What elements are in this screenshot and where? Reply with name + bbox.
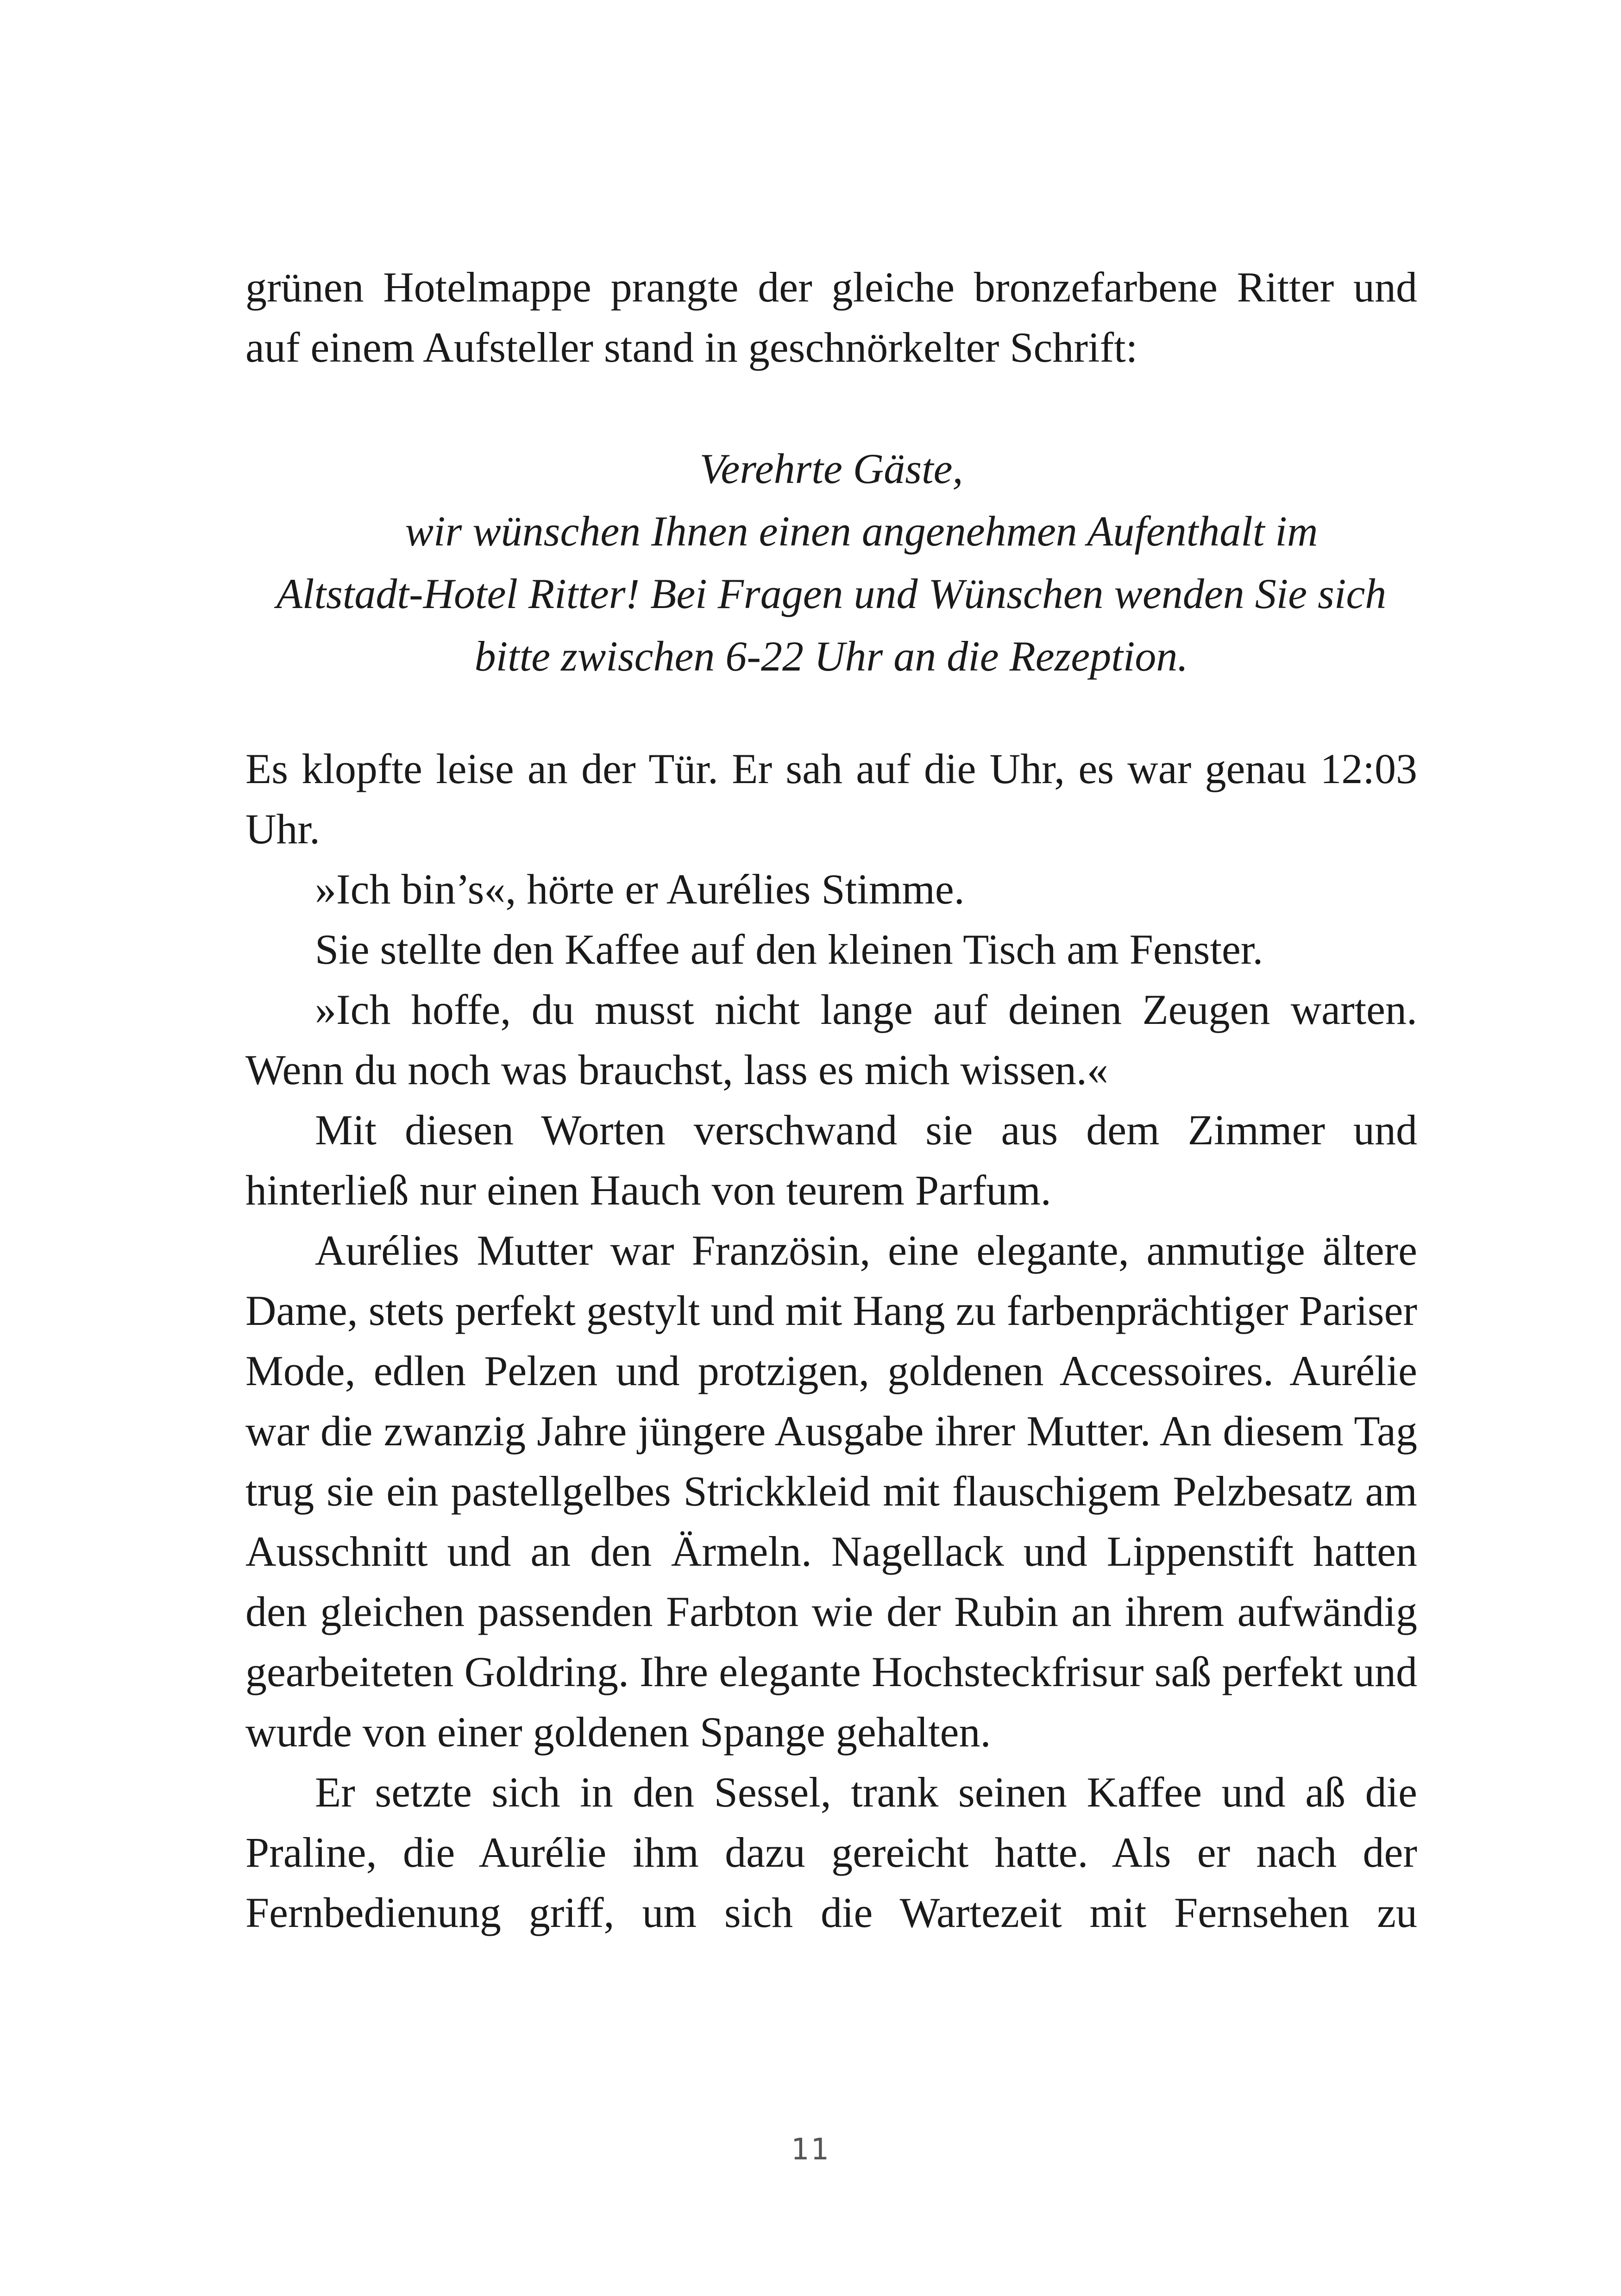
hotel-notice xyxy=(245,438,1417,688)
paragraph-exit: Mit diesen Worten verschwand sie aus dem Zimmer und hinterließ nur einen Hauch von teurem Parfum. xyxy=(245,1106,1417,1214)
notice-line-2: wir wünschen Ihnen einen angenehmen Aufenthalt im xyxy=(405,508,1318,555)
paragraph-mother: Aurélies Mutter war Französin, eine elegante, anmutige ältere Dame, stets perfekt gestylt und mit Hang zu farbenprächtiger Pariser Mode, edlen Pelzen und protzigen, goldenen Accessoires. Aurélie war die zwanzig Jahre jüngere Ausgabe ihrer Mutter. An diesem Tag trug sie ein pastellgelbes Strickkleid mit flauschigem Pelzbesatz am Ausschnitt und an den Ärmeln. Nagellack und Lippenstift hatten den gleichen passenden Farbton wie der Rubin an ihrem aufwändig gearbeiteten Goldring. Ihre elegante Hochsteckfrisur saß perfekt und wurde von einer goldenen Spange gehalten. xyxy=(245,1227,1417,1756)
paragraph-dialogue-2: »Ich hoffe, du musst nicht lange auf deinen Zeugen warten. Wenn du noch was brauchst, lass es mich wissen.« xyxy=(245,986,1417,1093)
paragraph-coffee: Sie stellte den Kaffee auf den kleinen Tisch am Fenster. xyxy=(315,926,1263,973)
notice-line-3: Altstadt-Hotel Ritter! Bei Fragen und Wünschen wenden Sie sich xyxy=(276,570,1387,617)
body-text xyxy=(245,739,1417,1943)
opening-paragraph: grünen Hotelmappe prangte der gleiche bronzefarbene Ritter und auf einem Aufsteller stand in geschnörkelter Schrift: xyxy=(245,263,1417,371)
page-number: 11 xyxy=(791,2133,830,2167)
paragraph-knock: Es klopfte leise an der Tür. Er sah auf die Uhr, es war genau 12:03 Uhr. xyxy=(245,745,1417,853)
paragraph-armchair: Er setzte sich in den Sessel, trank seinen Kaffee und aß die Praline, die Aurélie ihm dazu gereicht hatte. Als er nach der Fernbedienung griff, um sich die Wartezeit mit Fernsehen zu xyxy=(245,1769,1417,1936)
notice-line-4: bitte zwischen 6-22 Uhr an die Rezeption. xyxy=(474,633,1188,680)
opening-paragraph-block xyxy=(245,257,1417,377)
notice-greeting: Verehrte Gäste, xyxy=(699,445,963,492)
paragraph-dialogue-1: »Ich bin’s«, hörte er Aurélies Stimme. xyxy=(315,866,965,913)
